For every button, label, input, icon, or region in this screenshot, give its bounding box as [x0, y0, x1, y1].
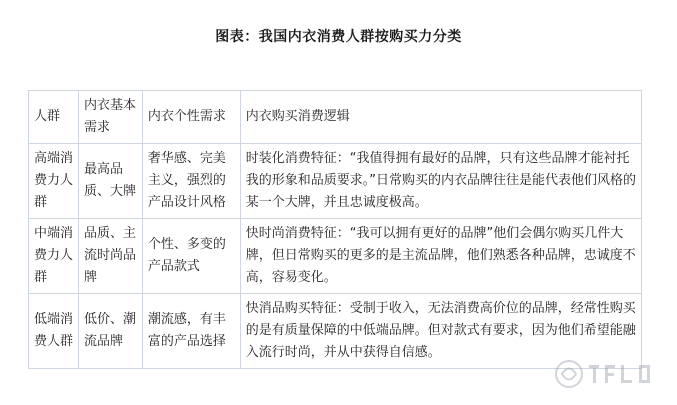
cell-purchase-logic: 时装化消费特征：“我值得拥有最好的品牌，只有这些品牌才能衬托我的形象和品质要求。”日常购买的内衣品牌往往是能代表他们风格的某一个大牌，并且忠诚度极高。 — [240, 144, 641, 219]
header-cell-personal-need: 内衣个性需求 — [142, 91, 240, 144]
watermark-logo-icon — [549, 351, 669, 397]
cell-basic-need: 最高品质、大牌 — [79, 144, 143, 219]
cell-purchase-logic: 快时尚消费特征：“我可以拥有更好的品牌”他们会偶尔购买几件大牌，但日常购买的更多的是主流品牌，他们熟悉各种品牌，忠诚度不高，容易变化。 — [240, 219, 641, 294]
cell-personal-need: 奢华感、完美主义，强烈的产品设计风格 — [142, 144, 240, 219]
table-row — [29, 219, 642, 294]
cell-personal-need: 个性、多变的产品款式 — [142, 219, 240, 294]
header-cell-group: 人群 — [29, 91, 79, 144]
consumer-classification-table — [28, 90, 642, 369]
table-row — [29, 144, 642, 219]
cell-group: 低端消费人群 — [29, 294, 79, 369]
cell-group: 高端消费力人群 — [29, 144, 79, 219]
cell-personal-need: 潮流感，有丰富的产品选择 — [142, 294, 240, 369]
cell-basic-need: 品质、主流时尚品牌 — [79, 219, 143, 294]
page-title: 图表：我国内衣消费人群按购买力分类 — [215, 29, 462, 45]
header-cell-basic-need: 内衣基本需求 — [79, 91, 143, 144]
cell-basic-need: 低价、潮流品牌 — [79, 294, 143, 369]
cell-purchase-logic: 快消品购买特征：受制于收入，无法消费高价位的品牌，经常性购买的是有质量保障的中低端品牌。但对款式有要求，因为他们希望能融入流行时尚，并从中获得自信感。 — [240, 294, 641, 369]
header-cell-purchase-logic: 内衣购买消费逻辑 — [240, 91, 641, 144]
table-header-row — [29, 91, 642, 144]
cell-group: 中端消费力人群 — [29, 219, 79, 294]
